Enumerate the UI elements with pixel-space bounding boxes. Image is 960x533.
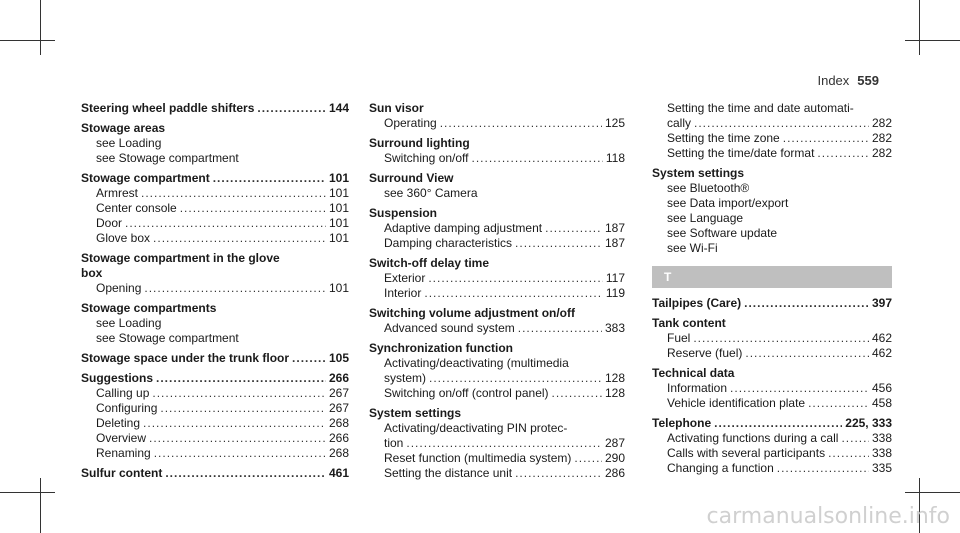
entry-page-number: 101 (328, 186, 349, 200)
entry-page-number: 282 (871, 131, 892, 145)
entry-label: Setting the distance unit (384, 466, 513, 480)
leader-dots (714, 416, 842, 431)
index-entry (81, 266, 349, 281)
crop-mark (919, 0, 920, 55)
leader-dots (180, 201, 326, 216)
leader-dots (154, 446, 326, 461)
leader-dots (817, 146, 869, 161)
entry-page-number: 338 (871, 431, 892, 445)
entry-page-number: 187 (604, 236, 625, 250)
index-subentry (369, 321, 625, 336)
entry-page-number: 128 (604, 386, 625, 400)
entry-label: see Stowage compartment (96, 151, 239, 165)
index-subentry (369, 236, 625, 251)
index-subentry (369, 436, 625, 451)
index-subentry (369, 386, 625, 401)
entry-label: Stowage compartment in the glove (81, 251, 280, 265)
leader-dots (552, 386, 602, 401)
leader-dots (428, 271, 603, 286)
index-subentry (652, 211, 892, 226)
entry-label: see Loading (96, 316, 162, 330)
leader-dots (156, 371, 326, 386)
entry-label: Configuring (96, 401, 158, 415)
entry-label: Switch-off delay time (369, 256, 490, 270)
index-entry (81, 351, 349, 366)
crop-mark (0, 492, 55, 493)
leader-dots (125, 216, 326, 231)
entry-label: Suspension (369, 206, 438, 220)
entry-page-number: 461 (328, 466, 349, 480)
entry-page-number: 383 (604, 321, 625, 335)
index-subentry (369, 221, 625, 236)
entry-page-number: 268 (328, 416, 349, 430)
index-subentry (652, 196, 892, 211)
entry-label: Stowage compartment (81, 171, 210, 185)
index-subentry (81, 416, 349, 431)
entry-label: Advanced sound system (384, 321, 515, 335)
index-entry (81, 121, 349, 136)
entry-page-number: 266 (328, 371, 349, 385)
entry-label: Sun visor (369, 101, 424, 115)
entry-page-number: 125 (604, 116, 625, 130)
leader-dots (518, 321, 602, 336)
index-subentry (81, 201, 349, 216)
entry-page-number: 101 (328, 201, 349, 215)
entry-label: box (81, 266, 103, 280)
entry-label: Operating (384, 116, 437, 130)
crop-mark (905, 40, 960, 41)
leader-dots (545, 221, 602, 236)
entry-page-number: 286 (604, 466, 625, 480)
index-subentry (81, 151, 349, 166)
entry-page-number: 282 (871, 116, 892, 130)
entry-label: Surround View (369, 171, 454, 185)
entry-label: System settings (652, 166, 745, 180)
index-entry (369, 136, 625, 151)
entry-label: see Wi-Fi (667, 241, 718, 255)
entry-label: Reset function (multimedia system) (384, 451, 572, 465)
index-subentry (652, 226, 892, 241)
entry-page-number: 101 (328, 231, 349, 245)
index-entry (369, 206, 625, 221)
index-entry (81, 251, 349, 266)
leader-dots (429, 371, 602, 386)
entry-label: Stowage compartments (81, 301, 217, 315)
entry-page-number: 144 (328, 101, 349, 115)
entry-label: Fuel (667, 331, 691, 345)
index-subentry (652, 146, 892, 161)
entry-label: Telephone (652, 416, 712, 430)
entry-label: Information (667, 381, 728, 395)
page-number: 559 (857, 73, 879, 88)
leader-dots (143, 416, 326, 431)
entry-page-number: 458 (871, 396, 892, 410)
entry-label: see Loading (96, 136, 162, 150)
entry-label: Sulfur content (81, 466, 163, 480)
index-entry (652, 296, 892, 311)
index-subentry (81, 401, 349, 416)
entry-page-number: 267 (328, 401, 349, 415)
leader-dots (693, 331, 869, 346)
crop-mark (0, 40, 55, 41)
leader-dots (745, 346, 869, 361)
leader-dots (149, 431, 326, 446)
entry-label: Suggestions (81, 371, 154, 385)
leader-dots (808, 396, 869, 411)
index-subentry (652, 431, 892, 446)
entry-label: Technical data (652, 366, 735, 380)
index-entry (81, 171, 349, 186)
index-entry (81, 466, 349, 481)
leader-dots (213, 171, 326, 186)
index-subentry (81, 216, 349, 231)
entry-page-number: 101 (328, 171, 349, 185)
leader-dots (515, 236, 602, 251)
entry-page-number: 105 (328, 351, 349, 365)
watermark: carmanualsonline.info (706, 504, 950, 529)
entry-label: Glove box (96, 231, 151, 245)
entry-label: Activating functions during a call (667, 431, 839, 445)
index-column-3 (652, 101, 892, 476)
leader-dots (744, 296, 869, 311)
index-entry (369, 306, 625, 321)
index-subentry (81, 386, 349, 401)
index-subentry (81, 186, 349, 201)
index-subentry (81, 431, 349, 446)
leader-dots (165, 466, 326, 481)
entry-page-number: 128 (604, 371, 625, 385)
index-entry (81, 101, 349, 116)
entry-page-number: 397 (871, 296, 892, 310)
entry-label: Surround lighting (369, 136, 470, 150)
index-subentry (652, 346, 892, 361)
index-subentry (81, 331, 349, 346)
index-subentry (81, 136, 349, 151)
entry-label: Interior (384, 286, 422, 300)
entry-page-number: 462 (871, 346, 892, 360)
index-subentry (369, 371, 625, 386)
index-entry (652, 316, 892, 331)
crop-mark (905, 492, 960, 493)
entry-page-number: 456 (871, 381, 892, 395)
entry-label: Opening (96, 281, 142, 295)
index-entry (81, 371, 349, 386)
entry-label: tion (384, 436, 404, 450)
entry-label: see Stowage compartment (96, 331, 239, 345)
index-subentry (652, 381, 892, 396)
page-header (817, 73, 879, 88)
index-subentry (652, 396, 892, 411)
leader-dots (257, 101, 326, 116)
index-entry (369, 101, 625, 116)
entry-page-number: 119 (605, 286, 625, 300)
index-subentry (369, 186, 625, 201)
entry-label: cally (667, 116, 692, 130)
entry-page-number: 267 (328, 386, 349, 400)
leader-dots (141, 186, 326, 201)
index-subentry (369, 151, 625, 166)
index-subentry (81, 446, 349, 461)
index-column-1 (81, 101, 349, 481)
entry-label: Renaming (96, 446, 151, 460)
index-subentry (369, 116, 625, 131)
entry-label: Armrest (96, 186, 138, 200)
index-subentry (81, 281, 349, 296)
index-subentry (652, 241, 892, 256)
entry-page-number: 101 (328, 216, 349, 230)
entry-label: Switching on/off (control panel) (384, 386, 549, 400)
entry-label: Vehicle identification plate (667, 396, 806, 410)
index-subentry (652, 446, 892, 461)
entry-label: Adaptive damping adjustment (384, 221, 543, 235)
leader-dots (783, 131, 869, 146)
index-entry (652, 166, 892, 181)
entry-label: Tank content (652, 316, 726, 330)
entry-label: Switching volume adjustment on/off (369, 306, 576, 320)
index-subentry (81, 316, 349, 331)
leader-dots (406, 436, 602, 451)
index-subentry (652, 116, 892, 131)
entry-label: Exterior (384, 271, 426, 285)
leader-dots (694, 116, 869, 131)
index-subentry (369, 356, 625, 371)
index-subentry (81, 231, 349, 246)
entry-page-number: 290 (604, 451, 625, 465)
page-title: Index (817, 73, 850, 88)
leader-dots (440, 116, 602, 131)
entry-label: Center console (96, 201, 177, 215)
entry-label: Reserve (fuel) (667, 346, 743, 360)
entry-page-number: 268 (328, 446, 349, 460)
entry-label: Setting the time zone (667, 131, 780, 145)
index-subentry (369, 421, 625, 436)
entry-page-number: 225, 333 (845, 416, 892, 430)
entry-label: see Software update (667, 226, 778, 240)
entry-label: Activating/deactivating PIN protec- (384, 421, 568, 435)
entry-label: Setting the time/date format (667, 146, 815, 160)
entry-label: system) (384, 371, 426, 385)
entry-label: Door (96, 216, 123, 230)
entry-page-number: 187 (604, 221, 625, 235)
entry-page-number: 282 (871, 146, 892, 160)
leader-dots (160, 401, 326, 416)
leader-dots (144, 281, 326, 296)
index-subentry (369, 451, 625, 466)
index-subentry (652, 131, 892, 146)
entry-label: Calling up (96, 386, 150, 400)
entry-page-number: 266 (328, 431, 349, 445)
entry-label: Changing a function (667, 461, 774, 475)
index-column-2 (369, 101, 625, 481)
crop-mark (40, 0, 41, 55)
leader-dots (424, 286, 603, 301)
index-subentry (652, 181, 892, 196)
leader-dots (515, 466, 602, 481)
entry-label: Steering wheel paddle shifters (81, 101, 255, 115)
leader-dots (777, 461, 869, 476)
entry-label: see Language (667, 211, 744, 225)
index-subentry (369, 271, 625, 286)
index-entry (81, 301, 349, 316)
leader-dots (841, 431, 869, 446)
entry-label: Switching on/off (384, 151, 469, 165)
leader-dots (730, 381, 869, 396)
index-entry (652, 416, 892, 431)
entry-label: System settings (369, 406, 462, 420)
index-entry (369, 341, 625, 356)
index-entry (369, 171, 625, 186)
entry-label: Synchronization function (369, 341, 513, 355)
entry-label: Calls with several participants (667, 446, 826, 460)
entry-label: Overview (96, 431, 147, 445)
index-subentry (369, 286, 625, 301)
entry-page-number: 335 (871, 461, 892, 475)
entry-page-number: 338 (871, 446, 892, 460)
leader-dots (152, 386, 326, 401)
entry-page-number: 462 (871, 331, 892, 345)
section-letter-bar: T (652, 266, 892, 288)
leader-dots (292, 351, 326, 366)
entry-label: Tailpipes (Care) (652, 296, 742, 310)
entry-page-number: 118 (605, 151, 625, 165)
index-subentry (652, 101, 892, 116)
leader-dots (472, 151, 603, 166)
crop-mark (40, 478, 41, 533)
entry-label: Damping characteristics (384, 236, 513, 250)
entry-label: see Bluetooth® (667, 181, 750, 195)
entry-label: see 360° Camera (384, 186, 478, 200)
entry-label: Deleting (96, 416, 141, 430)
entry-page-number: 117 (605, 271, 625, 285)
index-entry (369, 256, 625, 271)
index-entry (369, 406, 625, 421)
leader-dots (153, 231, 326, 246)
entry-label: Activating/deactivating (multimedia (384, 356, 569, 370)
entry-page-number: 287 (604, 436, 625, 450)
entry-label: Stowage space under the trunk floor (81, 351, 290, 365)
index-subentry (369, 466, 625, 481)
entry-page-number: 101 (328, 281, 349, 295)
leader-dots (574, 451, 602, 466)
entry-label: Setting the time and date automati- (667, 101, 854, 115)
index-subentry (652, 461, 892, 476)
index-subentry (652, 331, 892, 346)
entry-label: see Data import/export (667, 196, 789, 210)
index-entry (652, 366, 892, 381)
leader-dots (828, 446, 869, 461)
entry-label: Stowage areas (81, 121, 166, 135)
